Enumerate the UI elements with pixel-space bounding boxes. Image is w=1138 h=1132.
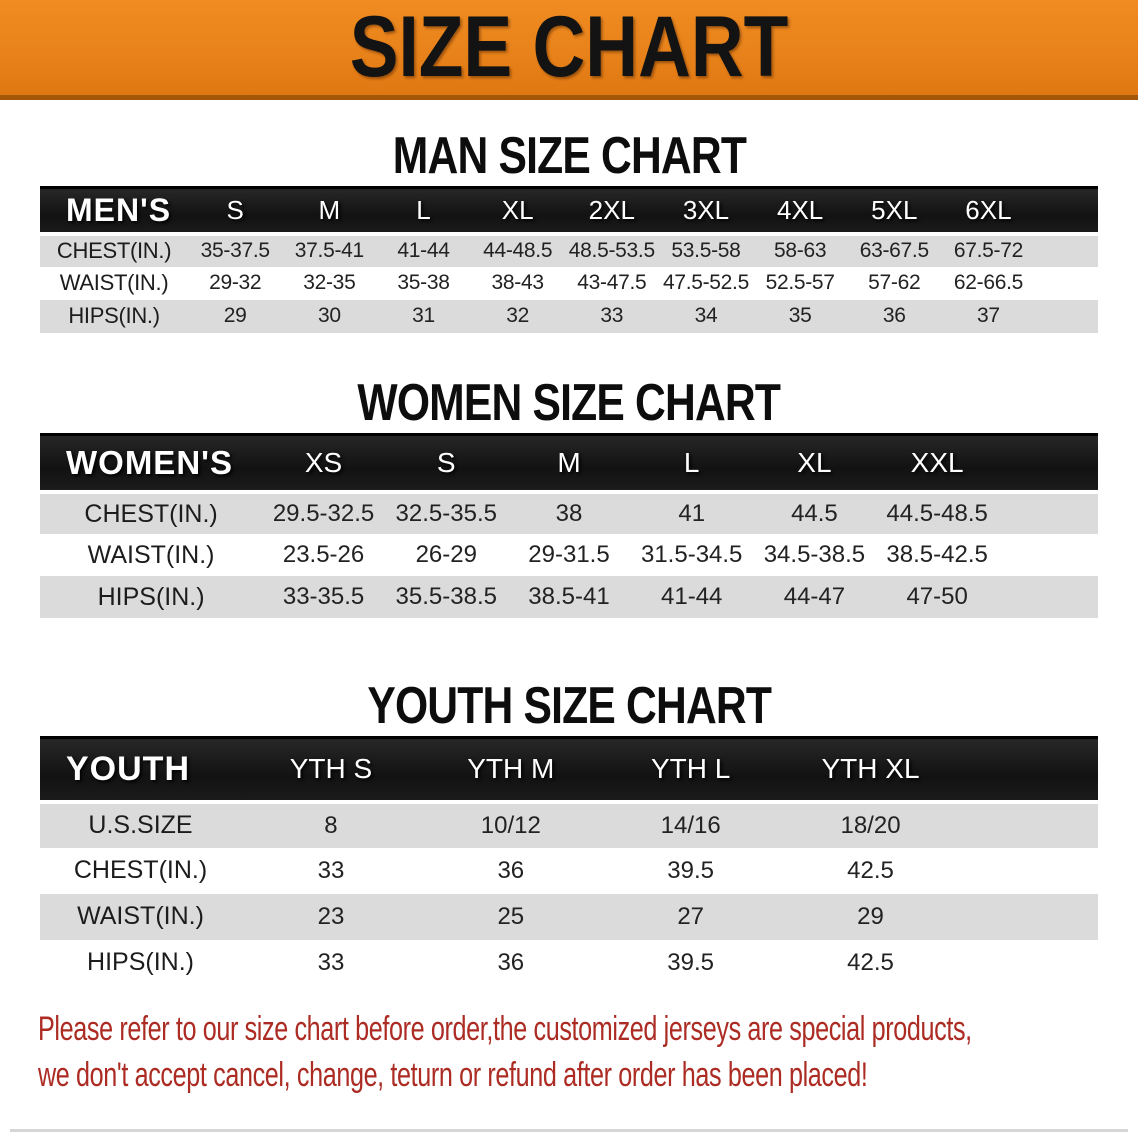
size-header-cell: 2XL — [565, 188, 659, 234]
measure-label-cell: U.S.SIZE — [40, 802, 241, 848]
measure-label-cell: HIPS(IN.) — [40, 300, 188, 333]
size-header-cell: 4XL — [753, 188, 847, 234]
measure-value-cell: 36 — [847, 300, 941, 333]
filler-cell — [1036, 267, 1098, 300]
banner-title: SIZE CHART — [349, 0, 789, 95]
measure-value-cell: 47.5-52.5 — [659, 267, 753, 300]
measure-label-cell: WAIST(IN.) — [40, 534, 262, 576]
measure-value-cell: 25 — [421, 894, 601, 940]
measure-value-cell: 38-43 — [471, 267, 565, 300]
measure-value-cell: 62-66.5 — [941, 267, 1035, 300]
measure-value-cell: 47-50 — [876, 576, 999, 618]
youth-header-row — [40, 738, 1098, 802]
measure-value-cell: 42.5 — [781, 848, 961, 894]
measure-value-cell: 29 — [188, 300, 282, 333]
measure-value-cell: 67.5-72 — [941, 234, 1035, 267]
measure-value-cell: 32.5-35.5 — [385, 492, 508, 534]
measure-value-cell: 35-37.5 — [188, 234, 282, 267]
disclaimer-line-1: Please refer to our size chart before order,the customized jerseys are special products, — [38, 1009, 972, 1048]
measure-value-cell: 32 — [471, 300, 565, 333]
measure-value-cell: 37 — [941, 300, 1035, 333]
table-row — [40, 802, 1098, 848]
measure-value-cell: 41 — [630, 492, 753, 534]
filler-cell — [960, 738, 1098, 802]
table-row — [40, 492, 1098, 534]
size-header-cell: XXL — [876, 434, 999, 492]
size-header-cell: XS — [262, 434, 385, 492]
measure-value-cell: 14/16 — [601, 802, 781, 848]
disclaimer-note — [38, 1006, 1138, 1098]
measure-value-cell: 34.5-38.5 — [753, 534, 876, 576]
men-size-table — [40, 186, 1098, 333]
measure-value-cell: 18/20 — [781, 802, 961, 848]
measure-value-cell: 58-63 — [753, 234, 847, 267]
measure-value-cell: 44-48.5 — [471, 234, 565, 267]
filler-cell — [960, 894, 1098, 940]
measure-value-cell: 35 — [753, 300, 847, 333]
table-row — [40, 894, 1098, 940]
measure-value-cell: 44.5-48.5 — [876, 492, 999, 534]
measure-value-cell: 38 — [508, 492, 631, 534]
measure-value-cell: 38.5-42.5 — [876, 534, 999, 576]
women-section-title: WOMEN SIZE CHART — [357, 373, 781, 432]
measure-value-cell: 27 — [601, 894, 781, 940]
measure-value-cell: 33 — [565, 300, 659, 333]
measure-value-cell: 29.5-32.5 — [262, 492, 385, 534]
men-section-title: MAN SIZE CHART — [392, 127, 746, 185]
measure-value-cell: 44-47 — [753, 576, 876, 618]
size-header-cell: M — [282, 188, 376, 234]
measure-value-cell: 36 — [421, 848, 601, 894]
size-header-cell: 5XL — [847, 188, 941, 234]
measure-value-cell: 26-29 — [385, 534, 508, 576]
measure-label-cell: CHEST(IN.) — [40, 492, 262, 534]
measure-value-cell: 35.5-38.5 — [385, 576, 508, 618]
size-chart-banner — [0, 0, 1138, 100]
measure-value-cell: 42.5 — [781, 940, 961, 986]
measure-label-cell: HIPS(IN.) — [40, 576, 262, 618]
measure-value-cell: 39.5 — [601, 940, 781, 986]
men-header-row — [40, 188, 1098, 234]
filler-cell — [960, 940, 1098, 986]
measure-value-cell: 41-44 — [630, 576, 753, 618]
filler-cell — [1036, 188, 1098, 234]
size-header-cell: XL — [753, 434, 876, 492]
measure-value-cell: 48.5-53.5 — [565, 234, 659, 267]
table-row — [40, 234, 1098, 267]
measure-label-cell: HIPS(IN.) — [40, 940, 241, 986]
size-header-cell: L — [376, 188, 470, 234]
measure-value-cell: 35-38 — [376, 267, 470, 300]
size-header-cell: YTH XL — [781, 738, 961, 802]
measure-label-cell: CHEST(IN.) — [40, 234, 188, 267]
disclaimer-line-2: we don't accept cancel, change, teturn or refund after order has been placed! — [38, 1055, 868, 1094]
measure-value-cell: 53.5-58 — [659, 234, 753, 267]
men-header-label: MEN'S — [40, 188, 188, 234]
measure-value-cell: 31.5-34.5 — [630, 534, 753, 576]
youth-size-table — [40, 736, 1098, 986]
size-header-cell: L — [630, 434, 753, 492]
measure-value-cell: 34 — [659, 300, 753, 333]
measure-label-cell: CHEST(IN.) — [40, 848, 241, 894]
size-header-cell: M — [508, 434, 631, 492]
measure-value-cell: 33-35.5 — [262, 576, 385, 618]
table-row — [40, 576, 1098, 618]
filler-cell — [999, 434, 1099, 492]
measure-label-cell: WAIST(IN.) — [40, 267, 188, 300]
table-row — [40, 534, 1098, 576]
measure-value-cell: 31 — [376, 300, 470, 333]
size-header-cell: YTH M — [421, 738, 601, 802]
measure-value-cell: 44.5 — [753, 492, 876, 534]
measure-value-cell: 32-35 — [282, 267, 376, 300]
size-header-cell: XL — [471, 188, 565, 234]
filler-cell — [1036, 300, 1098, 333]
size-header-cell: S — [385, 434, 508, 492]
measure-value-cell: 33 — [241, 848, 421, 894]
measure-value-cell: 30 — [282, 300, 376, 333]
measure-value-cell: 38.5-41 — [508, 576, 631, 618]
measure-label-cell: WAIST(IN.) — [40, 894, 241, 940]
measure-value-cell: 8 — [241, 802, 421, 848]
measure-value-cell: 37.5-41 — [282, 234, 376, 267]
size-header-cell: YTH L — [601, 738, 781, 802]
youth-section-title: YOUTH SIZE CHART — [367, 677, 771, 735]
women-header-label: WOMEN'S — [40, 434, 262, 492]
measure-value-cell: 29 — [781, 894, 961, 940]
size-header-cell: YTH S — [241, 738, 421, 802]
measure-value-cell: 43-47.5 — [565, 267, 659, 300]
table-row — [40, 940, 1098, 986]
filler-cell — [960, 848, 1098, 894]
measure-value-cell: 29-31.5 — [508, 534, 631, 576]
size-header-cell: S — [188, 188, 282, 234]
measure-value-cell: 39.5 — [601, 848, 781, 894]
women-size-table — [40, 433, 1098, 619]
filler-cell — [1036, 234, 1098, 267]
measure-value-cell: 41-44 — [376, 234, 470, 267]
filler-cell — [999, 534, 1099, 576]
filler-cell — [999, 576, 1099, 618]
measure-value-cell: 52.5-57 — [753, 267, 847, 300]
filler-cell — [999, 492, 1099, 534]
measure-value-cell: 33 — [241, 940, 421, 986]
size-header-cell: 3XL — [659, 188, 753, 234]
youth-header-label: YOUTH — [40, 738, 241, 802]
filler-cell — [960, 802, 1098, 848]
measure-value-cell: 57-62 — [847, 267, 941, 300]
table-row — [40, 267, 1098, 300]
table-row — [40, 848, 1098, 894]
measure-value-cell: 29-32 — [188, 267, 282, 300]
measure-value-cell: 63-67.5 — [847, 234, 941, 267]
size-header-cell: 6XL — [941, 188, 1035, 234]
measure-value-cell: 10/12 — [421, 802, 601, 848]
measure-value-cell: 23.5-26 — [262, 534, 385, 576]
measure-value-cell: 36 — [421, 940, 601, 986]
table-row — [40, 300, 1098, 333]
measure-value-cell: 23 — [241, 894, 421, 940]
women-header-row — [40, 434, 1098, 492]
